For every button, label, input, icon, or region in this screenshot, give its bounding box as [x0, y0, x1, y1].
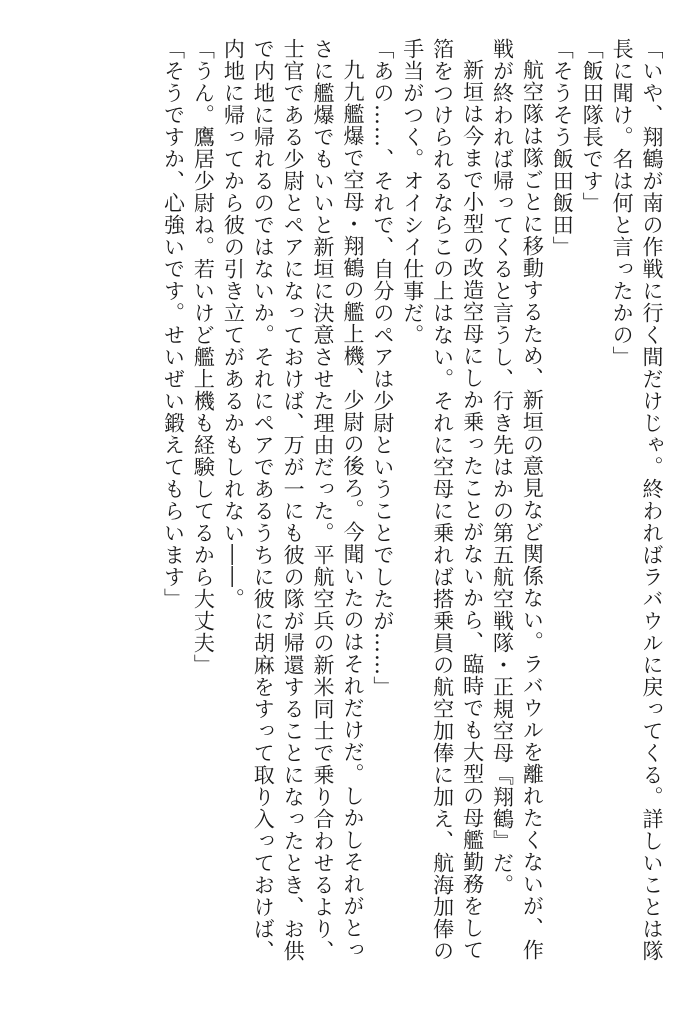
- text-line: 戦が終われば帰ってくると言うし、行き先はかの第五航空戦隊・正規空母『翔鶴』だ。: [490, 38, 515, 896]
- text-line: 内地に帰ってから彼の引き立てがあるかもしれない――。: [221, 38, 246, 610]
- text-line: 「いや、翔鶴が南の作戦に行く間だけじゃ。終わればラバウルに戻ってくる。詳しいことは隊: [640, 38, 664, 962]
- text-line: 「そうですか、心強いです。せいぜい鍛えてもらいます」: [161, 38, 186, 610]
- text-line: 新垣は今まで小型の改造空母にしか乗ったことがないから、臨時でも大型の母艦勤務をして: [460, 59, 485, 961]
- text-line: 長に聞け。名は何と言ったかの」: [610, 38, 635, 368]
- text-line: 九九艦爆で空母・翔鶴の艦上機、少尉の後ろ。今聞いたのはそれだけだ。しかしそれがとっ: [340, 59, 365, 961]
- text-line: 「飯田隊長です」: [580, 38, 605, 214]
- text-line: さに艦爆でもいいと新垣に決意させた理由だった。平航空兵の新米同士で乗り合わせるより、: [311, 38, 336, 962]
- text-line: 士官である少尉とペアになっておけば、万が一にも彼の隊が帰還することになったとき、お供: [281, 38, 306, 962]
- text-line: 「そうそう飯田飯田」: [550, 38, 575, 258]
- text-line: 「あの……、それで、自分のペアは少尉ということでしたが……」: [370, 38, 395, 698]
- vertical-text-body: [158, 38, 666, 983]
- text-line: 手当がつく。オイシイ仕事だ。: [400, 38, 425, 346]
- text-line: 「うん。鷹居少尉ね。若いけど艦上機も経験してるから大丈夫」: [191, 38, 216, 676]
- text-line: 箔をつけられるならこの上はない。それに空母に乗れば搭乗員の航空加俸に加え、航海加俸の: [430, 38, 455, 962]
- text-line: で内地に帰れるのではないか。それにペアであるうちに彼に胡麻をすって取り入っておけば、: [251, 38, 276, 962]
- text-line: 航空隊は隊ごとに移動するため、新垣の意見など関係ない。ラバウルを離れたくないが、作: [520, 59, 545, 961]
